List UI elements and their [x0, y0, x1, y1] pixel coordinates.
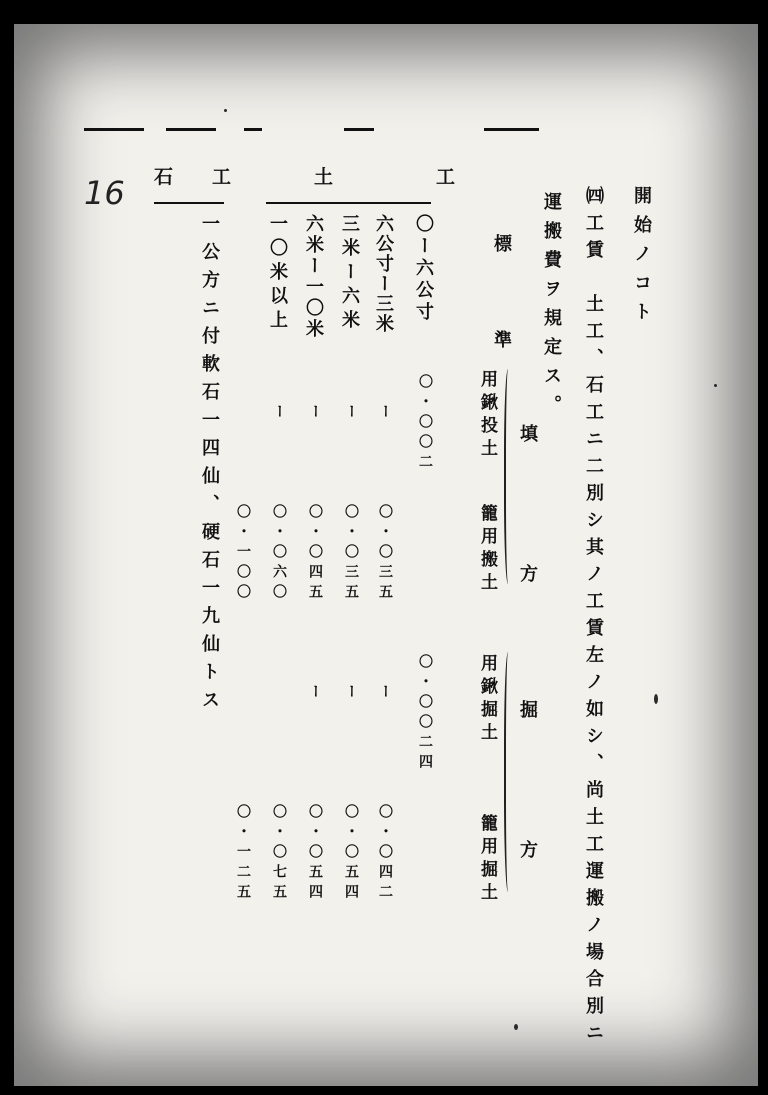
header-exc-hand: 用鍬掘土	[477, 654, 497, 746]
c3-row1: 〇・〇〇二四	[417, 654, 433, 774]
c2-row5: 〇・一〇〇	[235, 504, 251, 604]
row-label-1: 〇ー六公寸	[413, 214, 434, 324]
scan-speck	[224, 109, 227, 112]
c1-row5: ー	[271, 404, 287, 424]
c2-row1: 〇・〇三五	[377, 504, 393, 604]
header-standard: 標 準	[491, 234, 512, 378]
c1-row1: 〇・〇〇二	[417, 374, 433, 474]
row-label-3: 三米ー六米	[339, 214, 360, 334]
section-rule-doko	[266, 202, 431, 204]
c1-row3: ー	[343, 404, 359, 424]
c1-row4: ー	[307, 404, 323, 424]
sekko-text: 一公方ニ付軟石一四仙、硬石一九仙トス	[199, 214, 220, 718]
c3-row4: ー	[307, 684, 323, 704]
c4-row1: 〇・〇四二	[377, 804, 393, 904]
paragraph-line-3: 運搬費ヲ規定ス。	[541, 192, 562, 424]
section-rule-sekko	[154, 202, 224, 204]
header-fill-hand: 用鍬投土	[477, 370, 497, 462]
top-dashed-rule	[84, 128, 144, 131]
c2-row2: 〇・〇三五	[343, 504, 359, 604]
top-dashed-rule	[166, 128, 216, 131]
top-dashed-rule	[484, 128, 539, 131]
c4-row5: 〇・一二五	[235, 804, 251, 904]
c4-row4: 〇・〇七五	[271, 804, 287, 904]
paragraph-line-1: 開始ノコト	[631, 186, 652, 331]
scan-speck	[654, 694, 658, 704]
header-fill-basket: 籠用搬土	[477, 504, 497, 596]
section-doko: 土 工	[314, 166, 498, 188]
document-page	[14, 24, 758, 1086]
header-excavate: 掘 方	[517, 700, 538, 910]
paragraph-line-2: ㈣工賃 土工、石工ニ二別シ其ノ工賃左ノ如シ、尚土工運搬ノ場合別ニ	[583, 186, 604, 1050]
top-dashed-rule	[244, 128, 262, 131]
scan-speck	[714, 384, 717, 387]
brace-fill	[504, 369, 514, 584]
c2-row4: 〇・〇六〇	[271, 504, 287, 604]
row-label-2: 六公寸ー三米	[373, 214, 394, 334]
header-fill: 填 方	[517, 424, 538, 634]
page-number: 16	[84, 174, 125, 212]
row-label-5: 一〇米以上	[267, 214, 288, 334]
brace-excavate	[504, 652, 514, 892]
top-dashed-rule	[344, 128, 374, 131]
c4-row3: 〇・〇五四	[307, 804, 323, 904]
c1-row2: ー	[377, 404, 393, 424]
c2-row3: 〇・〇四五	[307, 504, 323, 604]
header-exc-basket: 籠用掘土	[477, 814, 497, 906]
c4-row2: 〇・〇五四	[343, 804, 359, 904]
c3-row3: ー	[343, 684, 359, 704]
c3-row2: ー	[377, 684, 393, 704]
scan-speck	[514, 1024, 518, 1030]
row-label-4: 六米ー一〇米	[303, 214, 324, 340]
section-sekko: 石 工	[154, 166, 242, 188]
